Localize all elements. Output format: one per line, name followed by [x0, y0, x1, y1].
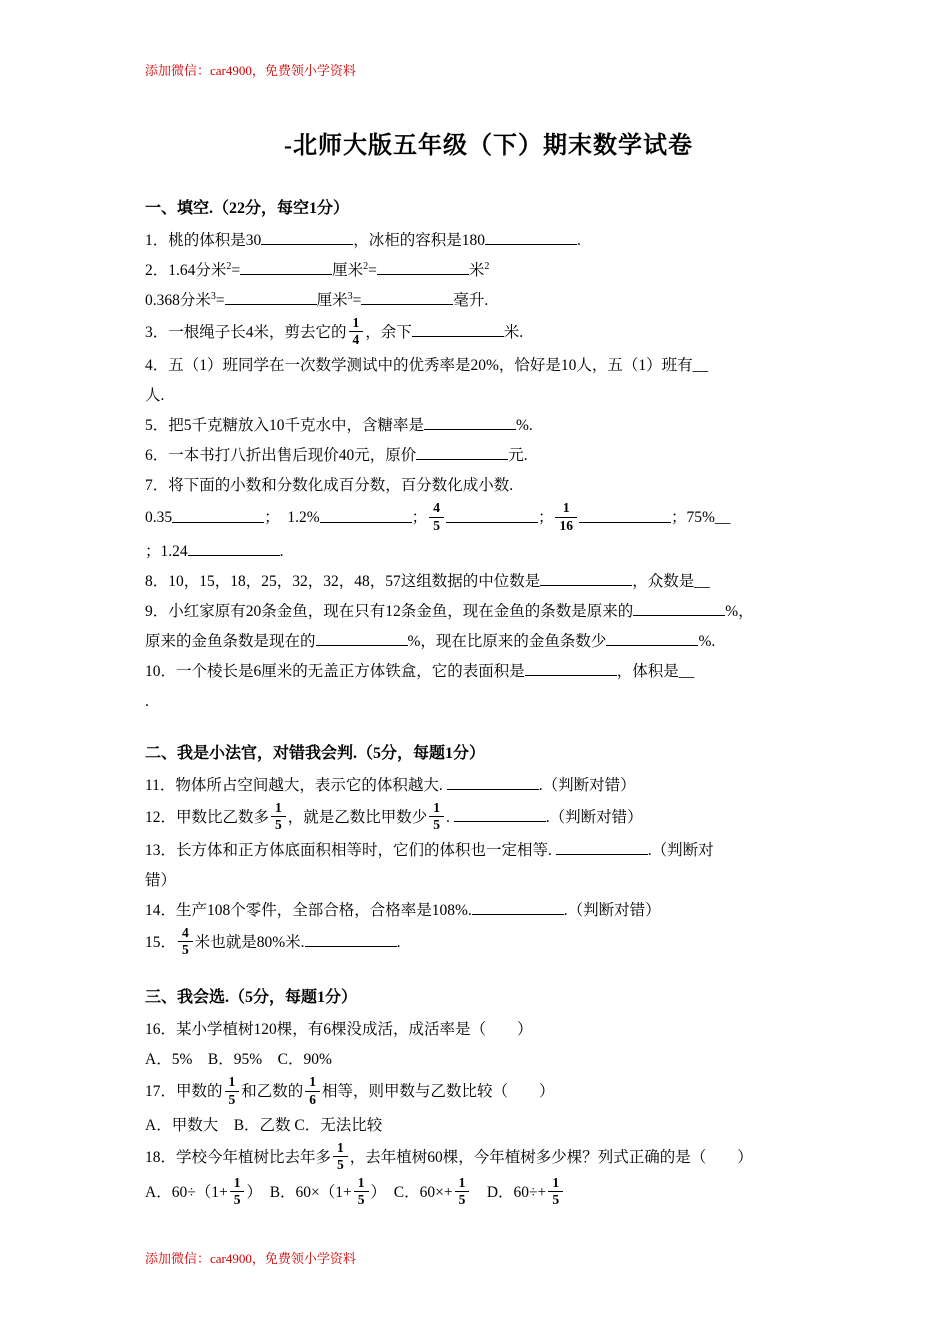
fraction-denominator: 16 [555, 517, 577, 533]
fraction-numerator: 1 [275, 799, 282, 815]
fraction-numerator: 1 [337, 1139, 344, 1155]
fraction-denominator: 5 [429, 517, 444, 533]
answer-blank [485, 229, 577, 245]
header-note: 添加微信：car4900，免费领小学资料 [145, 63, 356, 78]
superscript: 2 [363, 260, 369, 272]
fraction [349, 316, 364, 347]
fraction-numerator: 1 [458, 1175, 466, 1191]
answer-blank [316, 630, 408, 646]
answer-blank [361, 289, 453, 305]
answer-blank [377, 259, 469, 275]
exam-line: A．60÷（1+ $\frac{1}{5}$ ） B．60×（1+ $\frac{1}{5}$ ） C．60×+ $\frac{1}{5}$ D．60÷+ $\frac{1}{5}$ [145, 1176, 832, 1211]
exam-line: 0.368分米$^3$= 厘米$^3$= 毫升. [145, 290, 489, 309]
fraction-numerator: 1 [228, 1074, 236, 1090]
fraction-denominator: 5 [429, 816, 444, 832]
section-heading: 三、我会选.（5分，每题1分） [145, 989, 358, 1007]
exam-line: 17．甲数的 $\frac{1}{5}$ 和乙数的 $\frac{1}{6}$ 相等，则甲数与乙数比较（ ） [145, 1074, 555, 1107]
exam-line: ；1.24 . [145, 537, 832, 567]
superscript: 3 [347, 290, 353, 302]
fraction-denominator: 5 [354, 1191, 369, 1207]
answer-blank [320, 507, 412, 523]
exam-line: 2．1.64分米$^2$= 厘米$^2$= 米$^2$ [145, 260, 490, 279]
answer-blank [447, 774, 539, 790]
answer-blank [556, 839, 648, 855]
fraction-denominator: 4 [349, 331, 364, 347]
answer-blank [261, 229, 353, 245]
answer-blank [225, 289, 317, 305]
fraction-numerator: 1 [562, 500, 570, 516]
superscript: 2 [226, 260, 232, 272]
answer-blank [188, 540, 280, 556]
answer-blank [454, 806, 546, 822]
page-title: -北师大版五年级（下）期末数学试卷 [284, 133, 693, 159]
footer-note: 添加微信：car4900，免费领小学资料 [145, 1251, 356, 1266]
exam-line: 9．小红家原有20条金鱼，现在只有12条金鱼，现在金鱼的条数是原来的 %， [145, 597, 832, 627]
exam-line: 原来的金鱼条数是现在的 %，现在比原来的金鱼条数少 %. [145, 627, 832, 657]
exam-line: 7．将下面的小数和分数化成百分数，百分数化成小数. [145, 477, 514, 495]
fraction [271, 801, 286, 832]
fraction-denominator: 5 [271, 816, 286, 832]
fraction-numerator: 1 [233, 1175, 241, 1191]
fraction-denominator: 6 [305, 1091, 320, 1107]
answer-blank [424, 414, 516, 430]
exam-line: A．甲数大 B．乙数 C．无法比较 [145, 1116, 383, 1134]
fraction-numerator: 1 [552, 1175, 560, 1191]
fraction [555, 501, 577, 532]
exam-line: 错） [145, 872, 177, 890]
exam-line: 12．甲数比乙数多 $\frac{1}{5}$ ，就是乙数比甲数少 $\frac{1}{5}$ . .（判断对错） [145, 799, 643, 832]
answer-blank [305, 931, 397, 947]
answer-blank [579, 507, 671, 523]
exam-line: 人. [145, 387, 165, 405]
exam-line: 3．一根绳子长4米，剪去它的 $\frac{1}{4}$ ，余下 米. [145, 315, 524, 348]
fraction-numerator: 1 [352, 315, 360, 330]
exam-line: 4．五（1）班同学在一次数学测试中的优秀率是20%，恰好是10人，五（1）班有__ [145, 357, 709, 375]
fraction-numerator: 4 [182, 925, 189, 941]
fraction-denominator: 5 [230, 1191, 245, 1207]
fraction-denominator: 5 [178, 941, 193, 957]
fraction [455, 1176, 470, 1207]
exam-body [145, 194, 832, 1211]
fraction-numerator: 1 [309, 1074, 317, 1090]
fraction-numerator: 1 [433, 799, 441, 815]
section-heading: 二、我是小法官，对错我会判.（5分，每题1分） [145, 744, 486, 762]
answer-blank [416, 444, 508, 460]
fraction [429, 501, 444, 532]
exam-section [145, 194, 832, 717]
fraction-denominator: 5 [225, 1091, 240, 1107]
exam-line: A．5% B．95% C．90% [145, 1051, 332, 1069]
exam-section [145, 739, 832, 962]
answer-blank [633, 600, 725, 616]
exam-line: 5．把5千克糖放入10千克水中，含糖率是 %. [145, 411, 832, 441]
fraction [230, 1176, 245, 1207]
answer-blank [606, 630, 698, 646]
fraction-denominator: 5 [333, 1156, 348, 1172]
exam-line: . [145, 692, 149, 710]
fraction [305, 1075, 320, 1106]
answer-blank [412, 321, 504, 337]
answer-blank [446, 507, 538, 523]
answer-blank [240, 259, 332, 275]
superscript: 2 [484, 260, 490, 272]
exam-line: 15． $\frac{4}{5}$ 米也就是80%米. . [145, 925, 401, 958]
fraction [548, 1176, 563, 1207]
fraction [333, 1141, 348, 1172]
exam-line: 1．桃的体积是30 ，冰柜的容积是180 . [145, 226, 832, 256]
fraction [354, 1176, 369, 1207]
fraction-numerator: 1 [357, 1175, 365, 1191]
superscript: 3 [210, 290, 216, 302]
exam-line: 10．一个棱长是6厘米的无盖正方体铁盒，它的表面积是 ，体积是__ [145, 657, 832, 687]
fraction-numerator: 4 [433, 500, 440, 516]
fraction [225, 1075, 240, 1106]
exam-line: 16．某小学植树120棵，有6棵没成活，成活率是（ ） [145, 1021, 533, 1039]
exam-line: 11．物体所占空间越大，表示它的体积越大. .（判断对错） [145, 771, 832, 801]
answer-blank [472, 899, 564, 915]
fraction [178, 926, 193, 957]
exam-line: 13．长方体和正方体底面积相等时，它们的体积也一定相等. .（判断对 [145, 836, 832, 866]
answer-blank [525, 660, 617, 676]
fraction-denominator: 5 [548, 1191, 563, 1207]
exam-line: 0.35 ； 1.2% ； $\frac{4}{5}$ ； $\frac{1}{16}$ ；75%__ [145, 500, 731, 533]
section-heading: 一、填空.（22分，每空1分） [145, 200, 350, 217]
fraction [429, 801, 444, 832]
exam-section [145, 983, 832, 1211]
fraction-denominator: 5 [455, 1191, 470, 1207]
answer-blank [540, 570, 632, 586]
exam-line: 14．生产108个零件，全部合格，合格率是108%. .（判断对错） [145, 896, 832, 926]
exam-line: 8．10，15，18，25，32，32，48，57这组数据的中位数是 ，众数是__ [145, 567, 832, 597]
exam-line: 18．学校今年植树比去年多 $\frac{1}{5}$ ，去年植树60棵，今年植树多少棵？列式正确的是（ ） [145, 1139, 753, 1172]
exam-line: 6．一本书打八折出售后现价40元，原价 元. [145, 441, 832, 471]
answer-blank [172, 507, 264, 523]
